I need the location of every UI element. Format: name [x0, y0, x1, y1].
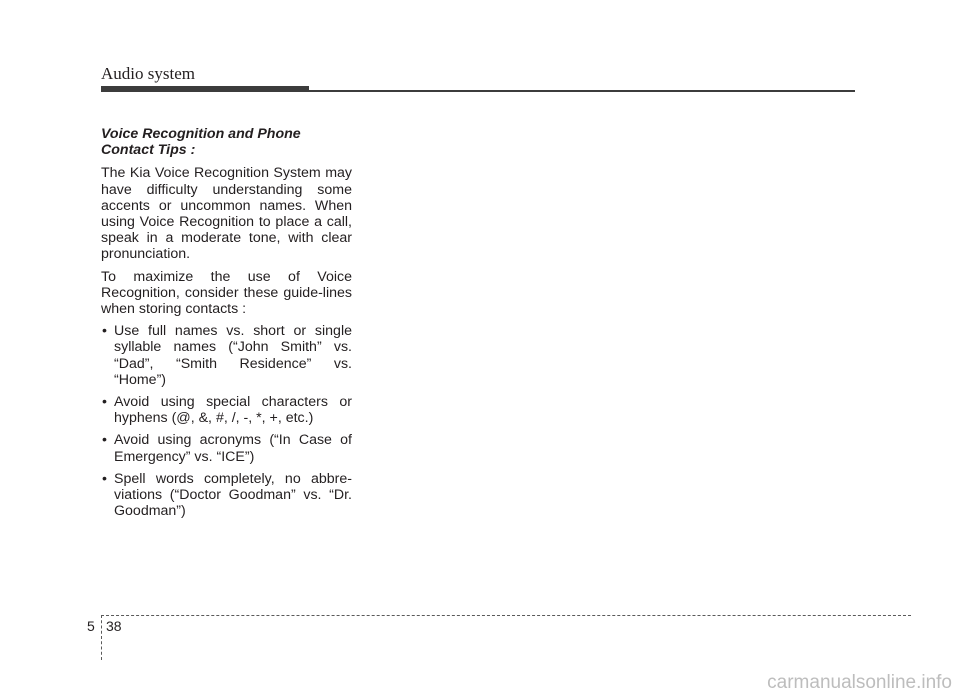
bullet-icon: •: [102, 432, 107, 449]
section-heading-line-1: Voice Recognition and Phone: [101, 126, 301, 142]
list-item-text: Avoid using special characters or hyphens (@, &, #, /, -, *, +, etc.): [114, 394, 352, 427]
tips-list: [101, 323, 352, 519]
content-column: [101, 126, 352, 525]
bullet-icon: •: [102, 394, 107, 411]
intro-paragraph: The Kia Voice Recognition System may have difficulty understanding some accents or uncommon names. When using Voice Recognition to place a call, speak in a moderate tone, with clear pronunciation.: [101, 165, 352, 263]
list-item: [101, 323, 352, 388]
page-number: 38: [106, 618, 122, 634]
section-heading-line-2: Contact Tips :: [101, 142, 196, 159]
list-item-text: Spell words completely, no abbre-viations (“Doctor Goodman” vs. “Dr. Goodman”): [114, 470, 352, 520]
list-item-text: Avoid using acronyms (“In Case of Emergency” vs. “ICE”): [114, 432, 352, 465]
chapter-number: 5: [87, 618, 95, 634]
footer-page-divider: [101, 615, 102, 660]
bullet-icon: •: [102, 323, 107, 340]
guidelines-paragraph: To maximize the use of Voice Recognition, consider these guide-lines when storing contacts :: [101, 268, 352, 318]
watermark-text: carmanualsonline.info: [767, 672, 952, 693]
header-rule: [309, 90, 855, 92]
list-item: [101, 394, 352, 426]
section-header-title: Audio system: [101, 64, 195, 83]
header-rule-accent: [101, 86, 309, 92]
section-heading: [101, 126, 352, 158]
list-item-text: Use full names vs. short or single syllable names (“John Smith” vs. “Dad”, “Smith Residence” vs. “Home”): [114, 323, 352, 388]
list-item: [101, 432, 352, 464]
list-item: [101, 471, 352, 520]
bullet-icon: •: [102, 470, 107, 487]
footer-divider: [101, 615, 911, 616]
